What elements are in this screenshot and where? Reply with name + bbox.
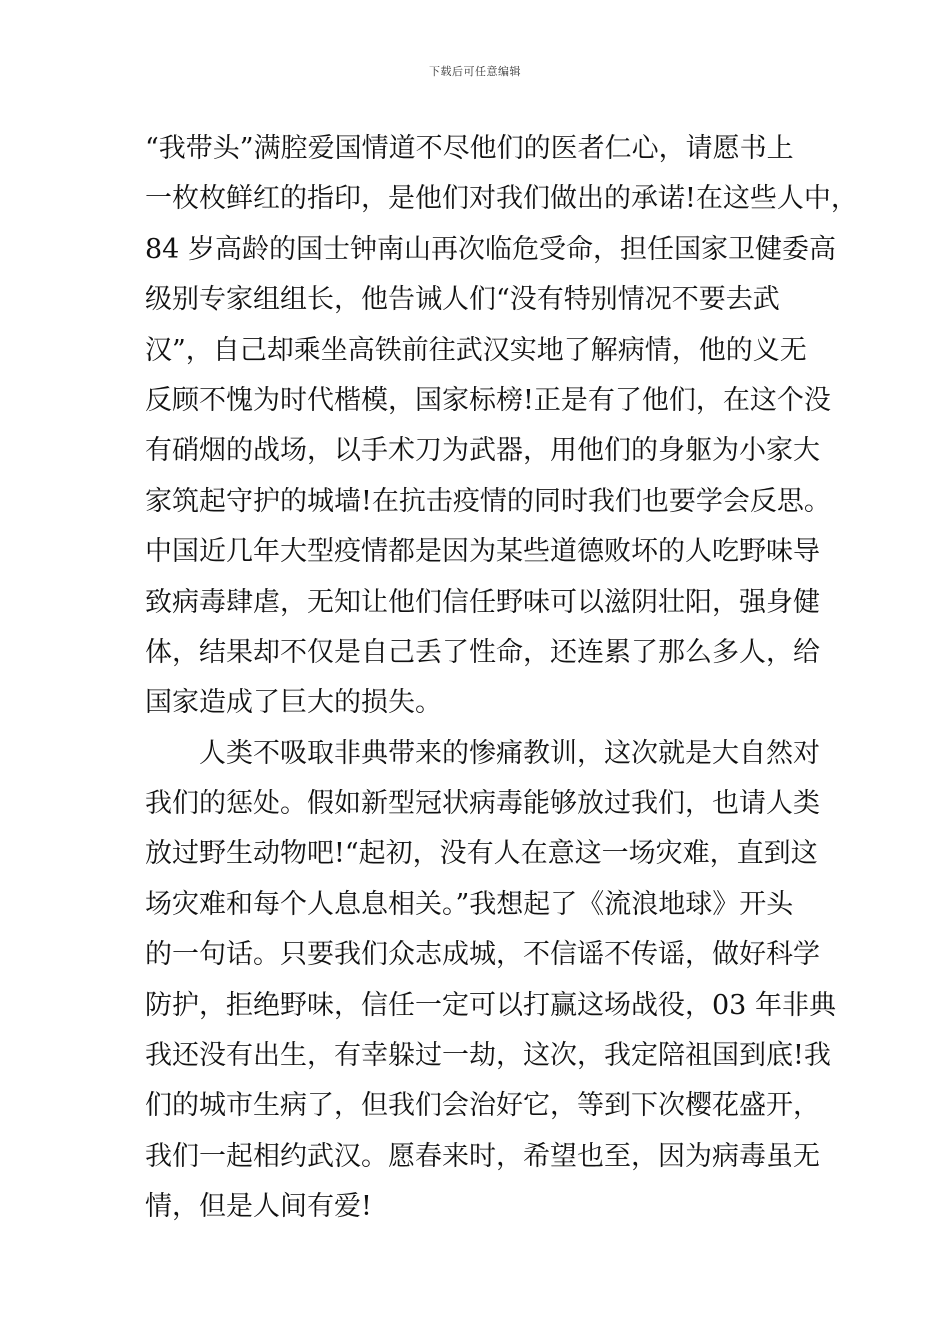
text-line: 致病毒肆虐，无知让他们信任野味可以滋阴壮阳，强身健 xyxy=(145,586,820,618)
text-line: “我带头”满腔爱国情道不尽他们的医者仁心，请愿书上 xyxy=(145,133,794,164)
text-line: 们的城市生病了，但我们会治好它，等到下次樱花盛开， xyxy=(145,1090,820,1122)
text-line: 国家造成了巨大的损失。 xyxy=(145,687,442,719)
text-line: 情，但是人间有爱! xyxy=(145,1191,372,1223)
text-line: 级别专家组组长，他告诫人们“没有特别情况不要去武 xyxy=(145,284,780,316)
body-text xyxy=(145,124,858,1233)
text-line: 场灾难和每个人息息相关。”我想起了《流浪地球》开头 xyxy=(145,888,794,920)
text-line: 我们一起相约武汉。愿春来时，希望也至，因为病毒虽无 xyxy=(145,1140,820,1172)
text-line: 中国近几年大型疫情都是因为某些道德败坏的人吃野味导 xyxy=(145,536,820,568)
text-line: 防护，拒绝野味，信任一定可以打赢这场战役，03 年非典 xyxy=(145,989,836,1021)
text-line: 一枚枚鲜红的指印，是他们对我们做出的承诺!在这些人中， xyxy=(145,183,858,215)
text-line: 反顾不愧为时代楷模，国家标榜!正是有了他们，在这个没 xyxy=(145,384,831,416)
text-line: 84 岁高龄的国士钟南山再次临危受命，担任国家卫健委高 xyxy=(145,233,836,265)
paragraph-first-line: 人类不吸取非典带来的惨痛教训，这次就是大自然对 xyxy=(199,737,820,769)
text-line: 家筑起守护的城墙!在抗击疫情的同时我们也要学会反思。 xyxy=(145,485,831,517)
text-line: 有硝烟的战场，以手术刀为武器，用他们的身躯为小家大 xyxy=(145,435,820,467)
text-line: 的一句话。只要我们众志成城，不信谣不传谣，做好科学 xyxy=(145,939,820,971)
text-line: 汉”，自己却乘坐高铁前往武汉实地了解病情，他的义无 xyxy=(145,334,807,366)
text-line: 我还没有出生，有幸躲过一劫，这次，我定陪祖国到底!我 xyxy=(145,1040,831,1072)
page-header: 下载后可任意编辑 xyxy=(429,65,521,78)
text-line: 放过野生动物吧!“起初，没有人在意这一场灾难，直到这 xyxy=(145,838,818,870)
text-line: 体，结果却不仅是自己丢了性命，还连累了那么多人，给 xyxy=(145,636,820,668)
text-line: 我们的惩处。假如新型冠状病毒能够放过我们，也请人类 xyxy=(145,788,820,820)
